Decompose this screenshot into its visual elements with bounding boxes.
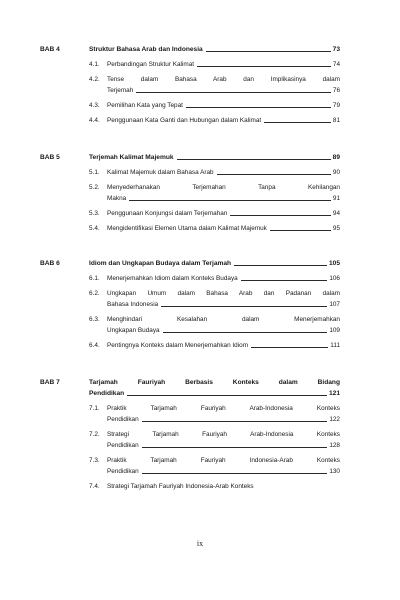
- page-number: 128: [329, 442, 340, 449]
- page-number: 121: [328, 390, 340, 397]
- chapter-title: [89, 377, 340, 399]
- entry-text: Makna: [107, 195, 127, 202]
- toc-entry-line: [107, 325, 340, 336]
- leader-line: [163, 332, 328, 333]
- toc-entry-line-wrapped: [89, 377, 340, 388]
- toc-entry-line: [107, 223, 340, 234]
- entry-text: Perbandingan Struktur Kalimat: [107, 61, 195, 68]
- page-number: 73: [332, 46, 340, 53]
- spacer: [40, 492, 340, 496]
- page-number: 74: [332, 61, 340, 68]
- toc-subsection[interactable]: [40, 223, 340, 234]
- subsection-number: 5.2.: [89, 184, 100, 191]
- subsection-title: [107, 403, 340, 425]
- toc-entry-line: [107, 440, 340, 451]
- page-number-footer: ix: [196, 539, 204, 548]
- entry-text: Tense dalam Bahasa Arab dan Implikasinya dalam: [107, 76, 340, 83]
- subsection-number: 4.4.: [89, 117, 100, 124]
- toc-entry-line-wrapped: [107, 182, 340, 193]
- chapter-title: [89, 152, 340, 163]
- leader-line: [142, 447, 328, 448]
- entry-text: Pendidikan: [89, 390, 125, 397]
- toc-entry-line: [89, 258, 340, 269]
- page-number: 76: [332, 87, 340, 94]
- page-number: 89: [332, 154, 340, 161]
- toc-entry-line-wrapped: [107, 74, 340, 85]
- entry-text: Kalimat Majemuk dalam Bahasa Arab: [107, 169, 214, 176]
- entry-text: Pendidikan: [107, 468, 139, 475]
- subsection-title: [107, 167, 340, 178]
- subsection-number: 7.2.: [89, 431, 100, 438]
- subsection-title: [107, 481, 340, 492]
- subsection-number: 5.4.: [89, 225, 100, 232]
- page-number: 122: [329, 416, 340, 423]
- leader-line: [136, 92, 331, 93]
- toc-subsection[interactable]: [40, 100, 340, 111]
- entry-text: Ungkapan Umum dalam Bahasa Arab dan Padanan dalam: [107, 290, 340, 297]
- toc-subsection[interactable]: [40, 115, 340, 126]
- entry-text: Terjemah: [107, 87, 134, 94]
- spacer: [40, 351, 340, 355]
- subsection-title: [107, 59, 340, 70]
- entry-text: Pendidikan: [107, 442, 139, 449]
- chapter-heading[interactable]: [40, 152, 340, 167]
- toc-entry-line: [89, 44, 340, 55]
- page-number: 105: [328, 260, 340, 267]
- page-number: 106: [329, 275, 340, 282]
- subsection-number: 7.1.: [89, 405, 100, 412]
- toc-entry-line: [89, 152, 340, 163]
- leader-line: [161, 306, 327, 307]
- toc-entry-line: [107, 208, 340, 219]
- chapter-label: BAB 7: [40, 379, 60, 386]
- leader-line: [251, 347, 328, 348]
- toc-subsection[interactable]: [40, 481, 340, 492]
- toc-entry-line: [107, 414, 340, 425]
- toc-entry-line: [107, 115, 340, 126]
- leader-line: [142, 421, 328, 422]
- toc-entry-line-wrapped: [107, 429, 340, 440]
- entry-text: Praktik Tarjamah Fauriyah Arab-Indonesia Konteks: [107, 405, 340, 412]
- toc-subsection[interactable]: [40, 340, 340, 351]
- entry-text: Ungkapan Budaya: [107, 327, 160, 334]
- spacer: [40, 126, 340, 130]
- entry-text: Pemilihan Kata yang Tepat: [107, 102, 183, 109]
- leader-line: [127, 395, 327, 396]
- entry-text: Terjemah Kalimat Majemuk: [89, 154, 174, 161]
- page-number: 107: [329, 301, 340, 308]
- leader-line: [270, 230, 331, 231]
- toc-entry-line-wrapped: [107, 288, 340, 299]
- toc-subsection[interactable]: [40, 208, 340, 219]
- subsection-number: 6.2.: [89, 290, 100, 297]
- page-number: 94: [332, 210, 340, 217]
- chapter-label: BAB 4: [40, 46, 60, 53]
- entry-text: Menghindari Kesalahan dalam Menerjemahkan: [107, 316, 340, 323]
- subsection-number: 4.1.: [89, 61, 100, 68]
- toc-entry-line: [107, 481, 340, 492]
- toc-subsection[interactable]: [40, 403, 340, 425]
- toc-entry-line-wrapped: [107, 403, 340, 414]
- page-number: 79: [332, 102, 340, 109]
- leader-line: [206, 51, 331, 52]
- subsection-title: [107, 115, 340, 126]
- chapter-heading[interactable]: [40, 258, 340, 273]
- leader-line: [186, 107, 331, 108]
- entry-text: Menyederhanakan Terjemahan Tanpa Kehilangan: [107, 184, 340, 191]
- leader-line: [230, 215, 331, 216]
- leader-line: [234, 265, 327, 266]
- chapter-heading[interactable]: [40, 377, 340, 403]
- entry-text: Penggunaan Konjungsi dalam Terjemahan: [107, 210, 228, 217]
- page-number: 81: [332, 117, 340, 124]
- leader-line: [129, 200, 331, 201]
- toc-entry-line: [107, 59, 340, 70]
- entry-text: Struktur Bahasa Arab dan Indonesia: [89, 46, 203, 53]
- leader-line: [241, 280, 328, 281]
- subsection-number: 4.2.: [89, 76, 100, 83]
- page-number: 95: [332, 225, 340, 232]
- toc-subsection[interactable]: [40, 429, 340, 451]
- chapter-label: BAB 5: [40, 154, 60, 161]
- entry-text: Strategi Tarjamah Fauriyah Indonesia-Arab Konteks: [107, 483, 254, 490]
- subsection-title: [107, 288, 340, 310]
- subsection-number: 7.3.: [89, 457, 100, 464]
- page-number: 111: [330, 342, 340, 349]
- toc-entry-line-wrapped: [107, 314, 340, 325]
- leader-line: [217, 174, 331, 175]
- chapter-section: [40, 258, 340, 355]
- subsection-number: 6.4.: [89, 342, 100, 349]
- toc-subsection[interactable]: [40, 182, 340, 204]
- page-number: 90: [332, 169, 340, 176]
- subsection-title: [107, 429, 340, 451]
- toc-entry-line: [107, 100, 340, 111]
- leader-line: [142, 473, 328, 474]
- entry-text: Pendidikan: [107, 416, 139, 423]
- subsection-title: [107, 340, 340, 351]
- chapter-section: [40, 377, 340, 496]
- subsection-number: 4.3.: [89, 102, 100, 109]
- toc-subsection[interactable]: [40, 314, 340, 336]
- page-number: 109: [329, 327, 340, 334]
- subsection-number: 6.1.: [89, 275, 100, 282]
- chapter-heading[interactable]: [40, 44, 340, 59]
- toc-subsection[interactable]: [40, 59, 340, 70]
- entry-text: Menerjemahkan Idiom dalam Konteks Budaya: [107, 275, 238, 282]
- entry-text: Strategi Tarjamah Fauriyah Arab-Indonesia Konteks: [107, 431, 340, 438]
- entry-text: Bahasa Indonesia: [107, 301, 159, 308]
- entry-text: Mengidentifikasi Elemen Utama dalam Kalimat Majemuk: [107, 225, 267, 232]
- subsection-title: [107, 455, 340, 477]
- page-number: 130: [329, 468, 340, 475]
- subsection-number: 6.3.: [89, 316, 100, 323]
- leader-line: [264, 122, 331, 123]
- chapter-label: BAB 6: [40, 260, 60, 267]
- toc-entry-line-wrapped: [107, 455, 340, 466]
- subsection-title: [107, 208, 340, 219]
- toc-entry-line: [107, 299, 340, 310]
- subsection-title: [107, 74, 340, 96]
- toc-entry-line: [107, 466, 340, 477]
- chapter-section: [40, 44, 340, 130]
- toc-entry-line: [89, 388, 340, 399]
- spacer: [40, 234, 340, 238]
- entry-text: Penggunaan Kata Ganti dan Hubungan dalam Kalimat: [107, 117, 262, 124]
- leader-line: [197, 66, 331, 67]
- leader-line: [177, 159, 331, 160]
- toc-entry-line: [107, 167, 340, 178]
- chapter-title: [89, 44, 340, 55]
- subsection-title: [107, 273, 340, 284]
- chapter-title: [89, 258, 340, 269]
- toc-entry-line: [107, 85, 340, 96]
- entry-text: Tarjamah Fauriyah Berbasis Konteks dalam Bidang: [89, 379, 340, 386]
- chapter-section: [40, 152, 340, 238]
- toc-subsection[interactable]: [40, 74, 340, 96]
- toc-entry-line: [107, 273, 340, 284]
- toc-entry-line: [107, 340, 340, 351]
- entry-text: Praktik Tarjamah Fauriyah Indonesia-Arab Konteks: [107, 457, 340, 464]
- toc-subsection[interactable]: [40, 288, 340, 310]
- subsection-title: [107, 182, 340, 204]
- subsection-number: 7.4.: [89, 483, 100, 490]
- subsection-number: 5.3.: [89, 210, 100, 217]
- toc-subsection[interactable]: [40, 273, 340, 284]
- subsection-title: [107, 100, 340, 111]
- subsection-title: [107, 223, 340, 234]
- subsection-number: 5.1.: [89, 169, 100, 176]
- entry-text: Idiom dan Ungkapan Budaya dalam Terjamah: [89, 260, 232, 267]
- toc-entry-line: [107, 193, 340, 204]
- toc-subsection[interactable]: [40, 167, 340, 178]
- subsection-title: [107, 314, 340, 336]
- toc-subsection[interactable]: [40, 455, 340, 477]
- page-number: 91: [332, 195, 340, 202]
- entry-text: Pentingnya Konteks dalam Menerjemahkan Idiom: [107, 342, 249, 349]
